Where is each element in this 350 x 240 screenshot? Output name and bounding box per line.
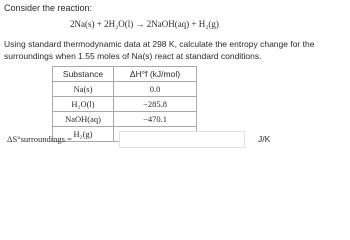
- answer-unit: J/K: [258, 134, 271, 144]
- substance-header: Substance: [53, 67, 114, 82]
- enthalpy-cell: −285.8: [114, 97, 197, 112]
- enthalpy-cell: −470.1: [114, 112, 197, 127]
- intro-text: Consider the reaction:: [4, 3, 93, 13]
- table-header-row: [53, 67, 197, 82]
- reaction-equation: 2Na(s) + 2H₂O(l) → 2NaOH(aq) + H₂(g): [70, 19, 219, 29]
- substance-cell: NaOH(aq): [53, 112, 114, 127]
- table-row: [53, 82, 197, 97]
- answer-label: ΔS°surroundings =: [7, 134, 72, 144]
- answer-input[interactable]: [119, 131, 245, 148]
- substance-cell: H₂(g): [53, 127, 114, 142]
- enthalpy-header: ΔH°f (kJ/mol): [114, 67, 197, 82]
- question-instructions: Using standard thermodynamic data at 298 K, calculate the entropy change for the surroundings when 1.55 moles of Na(s) react at standard conditions.: [4, 39, 315, 61]
- table-row: [53, 112, 197, 127]
- enthalpy-cell: 0.0: [114, 82, 197, 97]
- substance-cell: H₂O(l): [53, 97, 114, 112]
- substance-cell: Na(s): [53, 82, 114, 97]
- table-row: [53, 97, 197, 112]
